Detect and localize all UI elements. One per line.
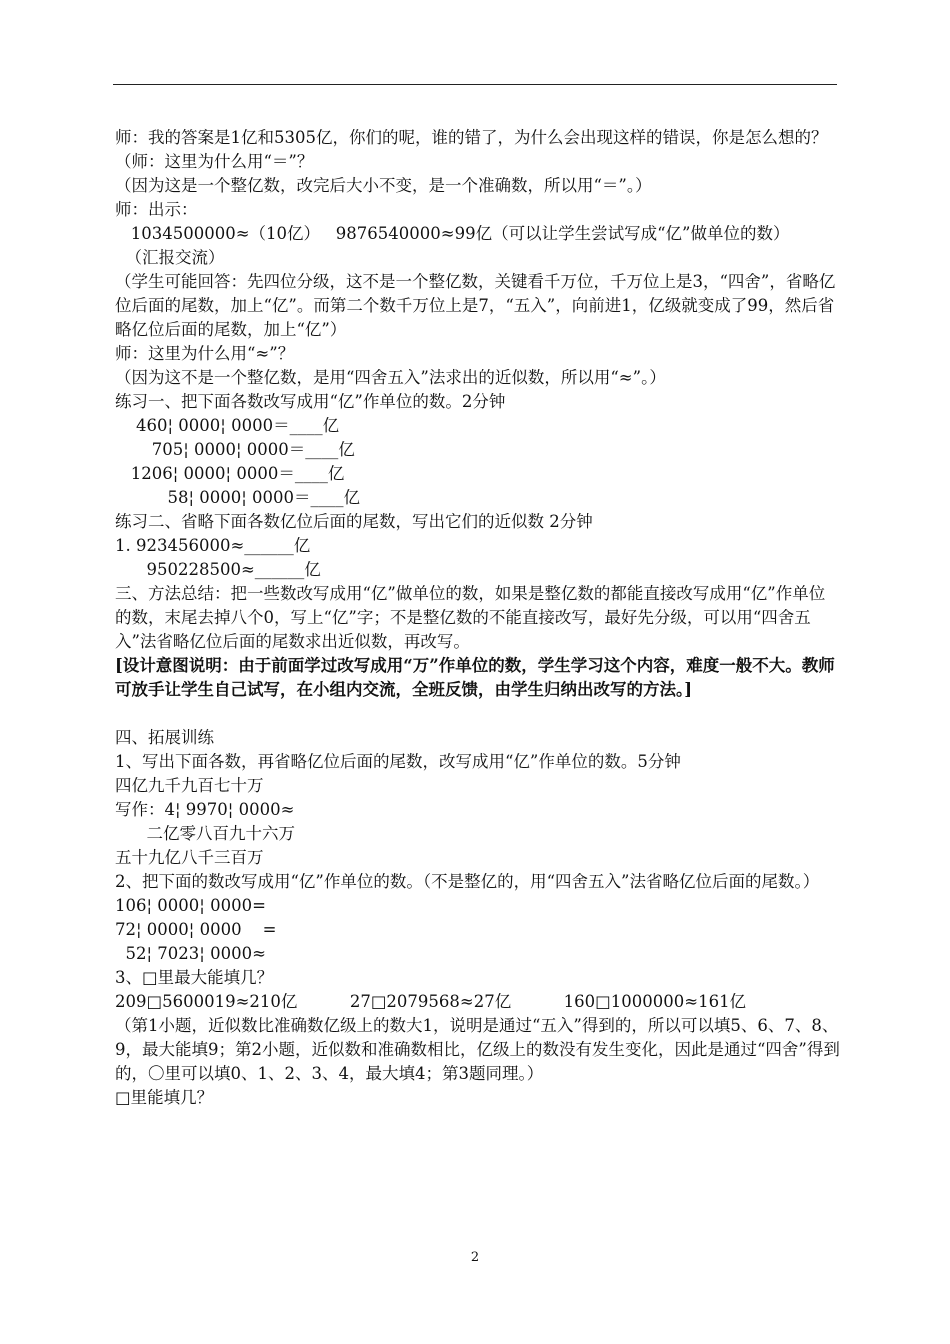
page-number: 2 xyxy=(470,1250,480,1265)
extension-task-one-item: 二亿零八百九十六万 xyxy=(115,824,295,843)
extension-task-two-item: 106¦ 0000¦ 0000= xyxy=(115,896,266,915)
extension-task-one-item: 写作：4¦ 9970¦ 0000≈ xyxy=(115,800,295,819)
paragraph-design-note: [设计意图说明：由于前面学过改写成用“万”作单位的数，学生学习这个内容，难度一般不大。教师可放手让学生自己试写，在小组内交流，全班反馈，由学生归纳出改写的方法。] xyxy=(115,656,835,699)
exercise-one-item: 58¦ 0000¦ 0000＝____亿 xyxy=(115,488,361,507)
paragraph-student-answer: （学生可能回答：先四位分级，这不是一个整亿数，关键看千万位，千万位上是3，“四舍”，省略亿位后面的尾数，加上“亿”。而第二个数千万位上是7，“五入”，向前进1，亿级就变成了99，然后省略亿位后面的尾数，加上“亿”） xyxy=(115,272,836,339)
extension-task-one: 1、写出下面各数，再省略亿位后面的尾数，改写成用“亿”作单位的数。5分钟 xyxy=(115,752,681,771)
paragraph-teacher-answer: 师：我的答案是1亿和5305亿，你们的呢，谁的错了，为什么会出现这样的错误，你是怎么想的？ xyxy=(115,128,828,147)
blank-line xyxy=(115,702,840,726)
extension-task-two-item: 72¦ 0000¦ 0000 = xyxy=(115,920,277,939)
line-why-equals: （师：这里为什么用“＝”？ xyxy=(115,152,314,171)
paragraph-task-three-explanation: （第1小题，近似数比准确数亿级上的数大1，说明是通过“五入”得到的，所以可以填5、6、7、8、9，最大能填9；第2小题，近似数和准确数相比，亿级上的数没有发生变化，因此是通过“四舍”得到的，〇里可以填0、1、2、3、4，最大填4；第3题同理。） xyxy=(115,1016,840,1083)
exercise-one-item: 460¦ 0000¦ 0000＝____亿 xyxy=(115,416,340,435)
header-rule xyxy=(113,84,837,85)
exercise-one-item: 1206¦ 0000¦ 0000＝____亿 xyxy=(115,464,345,483)
paragraph-method-summary: 三、方法总结：把一些数改写成用“亿”做单位的数，如果是整亿数的都能直接改写成用“亿”作单位的数，末尾去掉八个0，写上“亿”字；不是整亿数的不能直接改写，最好先分级，可以用“四舍五入”法省略亿位后面的尾数求出近似数，再改写。 xyxy=(115,584,826,651)
document-body xyxy=(115,126,840,1110)
extension-task-one-item: 四亿九千九百七十万 xyxy=(115,776,264,795)
line-teacher-show: 师：出示： xyxy=(115,200,198,219)
extension-task-one-item: 五十九亿八千三百万 xyxy=(115,848,264,867)
extension-task-three: 3、□里最大能填几？ xyxy=(115,968,274,987)
line-because-approx: （因为这不是一个整亿数，是用“四舍五入”法求出的近似数，所以用“≈”。） xyxy=(115,368,666,387)
exercise-two-item: 950228500≈______亿 xyxy=(115,560,321,579)
extension-task-three-items: 209□5600019≈210亿 27□2079568≈27亿 160□1000000≈161亿 xyxy=(115,992,747,1011)
line-example-numbers: 1034500000≈（10亿） 9876540000≈99亿（可以让学生尝试写成“亿”做单位的数） xyxy=(115,224,790,243)
exercise-one-item: 705¦ 0000¦ 0000＝____亿 xyxy=(115,440,355,459)
extension-task-two-item: 52¦ 7023¦ 0000≈ xyxy=(115,944,266,963)
section-extension-title: 四、拓展训练 xyxy=(115,728,214,747)
exercise-two-item: 1. 923456000≈______亿 xyxy=(115,536,311,555)
line-why-approx: 师：这里为什么用“≈”？ xyxy=(115,344,295,363)
line-report-exchange: （汇报交流） xyxy=(115,248,225,267)
extension-task-two: 2、把下面的数改写成用“亿”作单位的数。（不是整亿的，用“四舍五入”法省略亿位后面的尾数。） xyxy=(115,872,820,891)
line-box-question: □里能填几？ xyxy=(115,1088,214,1107)
exercise-one-title: 练习一、把下面各数改写成用“亿”作单位的数。2分钟 xyxy=(115,392,506,411)
exercise-two-title: 练习二、省略下面各数亿位后面的尾数，写出它们的近似数 2分钟 xyxy=(115,512,593,531)
line-because-exact: （因为这是一个整亿数，改完后大小不变，是一个准确数，所以用“＝”。） xyxy=(115,176,652,195)
